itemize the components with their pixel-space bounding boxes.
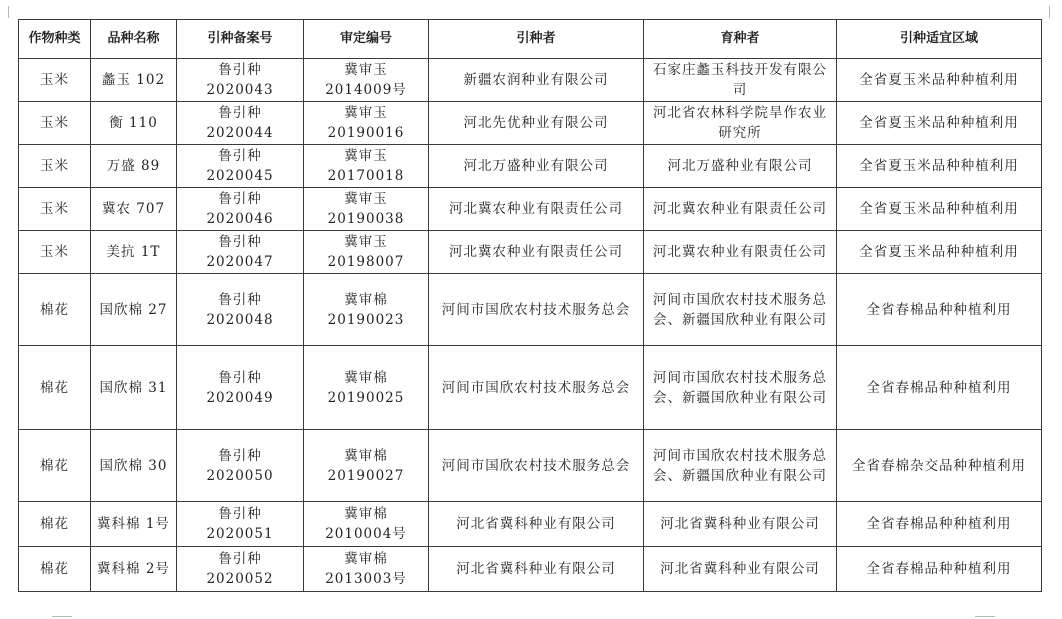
- cell-filing: 鲁引种 2020043: [177, 59, 304, 102]
- cell-region: 全省夏玉米品种种植利用: [837, 102, 1042, 145]
- cell-crop: 棉花: [19, 346, 91, 430]
- table-row: [19, 102, 1042, 145]
- cell-filing: 鲁引种 2020050: [177, 430, 304, 502]
- cell-approval: 冀审棉 20190027: [304, 430, 429, 502]
- cell-introducer: 河北省冀科种业有限公司: [429, 502, 644, 547]
- header-introducer: 引种者: [429, 20, 644, 59]
- cell-region: 全省春棉品种种植利用: [837, 502, 1042, 547]
- cell-introducer: 河北冀农种业有限责任公司: [429, 188, 644, 231]
- cell-approval: 冀审玉 20190016: [304, 102, 429, 145]
- cell-variety: 国欣棉 30: [91, 430, 177, 502]
- table-row: [19, 430, 1042, 502]
- cell-introducer: 河间市国欣农村技术服务总会: [429, 274, 644, 346]
- header-variety-name: 品种名称: [91, 20, 177, 59]
- cell-region: 全省夏玉米品种种植利用: [837, 231, 1042, 274]
- cell-crop: 棉花: [19, 502, 91, 547]
- table-row: [19, 231, 1042, 274]
- cell-introducer: 河北先优种业有限公司: [429, 102, 644, 145]
- cell-crop: 棉花: [19, 430, 91, 502]
- cell-breeder: 河间市国欣农村技术服务总会、新疆国欣种业有限公司: [644, 274, 837, 346]
- cell-filing: 鲁引种 2020049: [177, 346, 304, 430]
- table-row: [19, 274, 1042, 346]
- cell-filing: 鲁引种 2020047: [177, 231, 304, 274]
- cell-breeder: 河北省农林科学院旱作农业研究所: [644, 102, 837, 145]
- cell-filing: 鲁引种 2020048: [177, 274, 304, 346]
- cell-region: 全省春棉杂交品种种植利用: [837, 430, 1042, 502]
- cell-variety: 冀科棉 2号: [91, 547, 177, 592]
- header-approval-number: 审定编号: [304, 20, 429, 59]
- cell-variety: 冀科棉 1号: [91, 502, 177, 547]
- table-row: [19, 145, 1042, 188]
- cell-introducer: 河北万盛种业有限公司: [429, 145, 644, 188]
- cell-variety: 冀农 707: [91, 188, 177, 231]
- cell-introducer: 河间市国欣农村技术服务总会: [429, 430, 644, 502]
- cell-region: 全省春棉品种种植利用: [837, 547, 1042, 592]
- header-breeder: 育种者: [644, 20, 837, 59]
- cell-variety: 美抗 1T: [91, 231, 177, 274]
- cell-variety: 衡 110: [91, 102, 177, 145]
- cell-introducer: 河间市国欣农村技术服务总会: [429, 346, 644, 430]
- cell-crop: 玉米: [19, 102, 91, 145]
- cell-breeder: 河间市国欣农村技术服务总会、新疆国欣种业有限公司: [644, 430, 837, 502]
- crop-mark-top-left: [8, 6, 9, 18]
- variety-registration-table: [18, 19, 1042, 592]
- cell-filing: 鲁引种 2020044: [177, 102, 304, 145]
- cell-variety: 蠡玉 102: [91, 59, 177, 102]
- crop-mark-bottom-left: [52, 616, 72, 617]
- cell-breeder: 河间市国欣农村技术服务总会、新疆国欣种业有限公司: [644, 346, 837, 430]
- cell-filing: 鲁引种 2020051: [177, 502, 304, 547]
- table-row: [19, 188, 1042, 231]
- cell-approval: 冀审玉 20198007: [304, 231, 429, 274]
- cell-filing: 鲁引种 2020045: [177, 145, 304, 188]
- cell-introducer: 新疆农润种业有限公司: [429, 59, 644, 102]
- cell-introducer: 河北省冀科种业有限公司: [429, 547, 644, 592]
- cell-breeder: 河北万盛种业有限公司: [644, 145, 837, 188]
- crop-mark-bottom-right: [975, 616, 995, 617]
- cell-approval: 冀审棉 20190025: [304, 346, 429, 430]
- cell-region: 全省夏玉米品种种植利用: [837, 188, 1042, 231]
- cell-region: 全省夏玉米品种种植利用: [837, 59, 1042, 102]
- cell-breeder: 河北冀农种业有限责任公司: [644, 188, 837, 231]
- cell-region: 全省春棉品种种植利用: [837, 346, 1042, 430]
- cell-filing: 鲁引种 2020046: [177, 188, 304, 231]
- table-row: [19, 547, 1042, 592]
- cell-crop: 玉米: [19, 188, 91, 231]
- cell-filing: 鲁引种 2020052: [177, 547, 304, 592]
- cell-region: 全省夏玉米品种种植利用: [837, 145, 1042, 188]
- cell-variety: 国欣棉 31: [91, 346, 177, 430]
- table-row: [19, 59, 1042, 102]
- cell-breeder: 河北省冀科种业有限公司: [644, 547, 837, 592]
- table-row: [19, 346, 1042, 430]
- cell-crop: 棉花: [19, 274, 91, 346]
- cell-breeder: 河北冀农种业有限责任公司: [644, 231, 837, 274]
- header-crop-type: 作物种类: [19, 20, 91, 59]
- cell-approval: 冀审玉 20190038: [304, 188, 429, 231]
- cell-approval: 冀审棉 20190023: [304, 274, 429, 346]
- cell-variety: 万盛 89: [91, 145, 177, 188]
- header-filing-number: 引种备案号: [177, 20, 304, 59]
- table-row: [19, 502, 1042, 547]
- header-suitable-region: 引种适宜区域: [837, 20, 1042, 59]
- cell-region: 全省春棉品种种植利用: [837, 274, 1042, 346]
- cell-approval: 冀审棉 2013003号: [304, 547, 429, 592]
- cell-crop: 玉米: [19, 59, 91, 102]
- cell-variety: 国欣棉 27: [91, 274, 177, 346]
- cell-breeder: 石家庄蠡玉科技开发有限公司: [644, 59, 837, 102]
- cell-approval: 冀审玉 20170018: [304, 145, 429, 188]
- cell-crop: 棉花: [19, 547, 91, 592]
- cell-introducer: 河北冀农种业有限责任公司: [429, 231, 644, 274]
- cell-approval: 冀审玉 2014009号: [304, 59, 429, 102]
- crop-mark-top-right: [1049, 6, 1050, 18]
- cell-crop: 玉米: [19, 231, 91, 274]
- cell-crop: 玉米: [19, 145, 91, 188]
- cell-approval: 冀审棉 2010004号: [304, 502, 429, 547]
- cell-breeder: 河北省冀科种业有限公司: [644, 502, 837, 547]
- table-header-row: [19, 20, 1042, 59]
